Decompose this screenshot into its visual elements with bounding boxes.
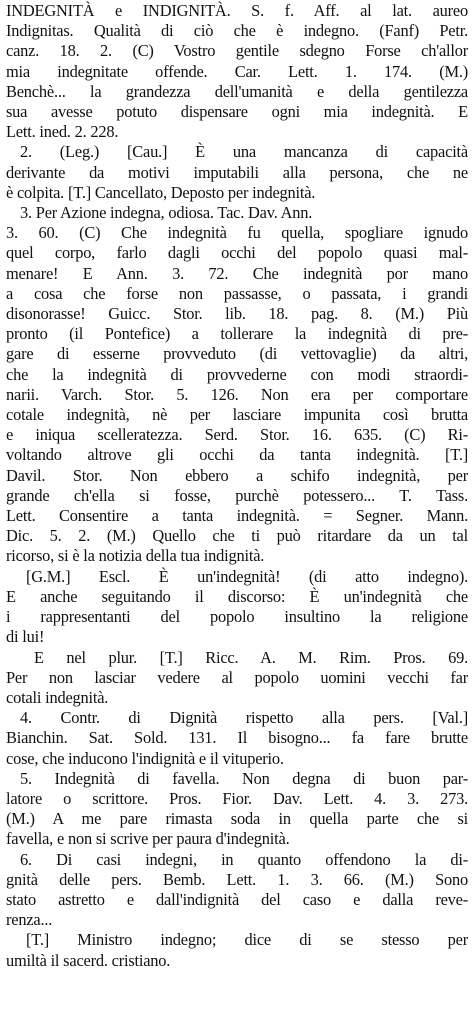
entry-line: i rappresentanti del popolo insultino la religione <box>6 607 468 627</box>
entry-line: stato astretto e dall'indignità del caso e dalla reve- <box>6 889 468 909</box>
entry-line: latore o scrittore. Pros. Fior. Dav. Lett. 4. 3. 273. <box>6 788 468 808</box>
dictionary-entry <box>6 1 468 971</box>
entry-line: 5. Indegnità di favella. Non degna di buon par- <box>20 768 468 788</box>
entry-line: mia indegnitate offende. Car. Lett. 1. 174. (M.) <box>6 61 468 81</box>
entry-line: gare di esserne provveduto (di vettovaglie) da altri, <box>6 344 468 364</box>
entry-line: Indignitas. Qualità di ciò che è indegno. (Fanf) Petr. <box>6 21 468 41</box>
entry-line: cose, che inducono l'indignità e il vituperio. <box>6 748 284 768</box>
entry-line: Per non lasciar vedere al popolo uomini vecchi far <box>6 667 468 687</box>
entry-line: 4. Contr. di Dignità rispetto alla pers. [Val.] <box>20 708 468 728</box>
entry-line: pronto (il Pontefice) a tollerare la indegnità di pre- <box>6 324 468 344</box>
entry-line: canz. 18. 2. (C) Vostro gentile sdegno Forse ch'allor <box>6 41 468 61</box>
entry-line: quel corpo, farlo dagli occhi del popolo quasi mal- <box>6 243 468 263</box>
entry-line: renza... <box>6 910 53 930</box>
entry-line: ricorso, si è la notizia della tua indignità. <box>6 546 265 566</box>
entry-line: disonorasse! Guicc. Stor. lib. 18. pag. 8. (M.) Più <box>6 304 468 324</box>
entry-line: che la indegnità di provvederne con modi straordi- <box>6 364 468 384</box>
entry-line: favella, e non si scrive per paura d'indegnità. <box>6 829 290 849</box>
entry-line: Dic. 5. 2. (M.) Quello che ti può ritardare da un tal <box>6 526 468 546</box>
entry-line: derivante da motivi imputabili alla persona, che ne <box>6 162 468 182</box>
entry-line: Davil. Stor. Non ebbero a schifo indegnità, per <box>6 465 468 485</box>
entry-line: [G.M.] Escl. È un'indegnità! (di atto indegno). <box>26 566 468 586</box>
entry-line: 3. Per Azione indegna, odiosa. Tac. Dav. Ann. <box>20 203 313 223</box>
entry-line: cotale indegnità, nè per lasciare impunita così brutta <box>6 405 468 425</box>
entry-line: e iniqua scelleratezza. Serd. Stor. 16. 635. (C) Ri- <box>6 425 468 445</box>
entry-line: E anche seguitando il discorso: È un'indegnità che <box>6 586 468 606</box>
entry-line: 6. Di casi indegni, in quanto offendono la di- <box>20 849 468 869</box>
entry-line: a cosa che forse non passasse, o passata, i grandi <box>6 283 468 303</box>
entry-line: cotali indegnità. <box>6 687 109 707</box>
entry-line: voltando altrove gli occhi da tanta indegnità. [T.] <box>6 445 468 465</box>
entry-line: [T.] Ministro indegno; dice di se stesso per <box>26 930 468 950</box>
entry-line: gnità delle pers. Bemb. Lett. 1. 3. 66. (M.) Sono <box>6 869 468 889</box>
entry-line: sua avesse potuto dispensare ogni mia indegnità. E <box>6 102 468 122</box>
entry-line: E nel plur. [T.] Ricc. A. M. Rim. Pros. 69. <box>34 647 468 667</box>
entry-line: 3. 60. (C) Che indegnità fu quella, spogliare ignudo <box>6 223 468 243</box>
entry-line: 2. (Leg.) [Cau.] È una mancanza di capacità <box>20 142 468 162</box>
entry-line: Lett. Consentire a tanta indegnità. = Segner. Mann. <box>6 506 468 526</box>
entry-line: grande ch'ella si fosse, purchè potessero... T. Tass. <box>6 485 468 505</box>
entry-line: Bianchin. Sat. Sold. 131. Il bisogno... fa fare brutte <box>6 728 468 748</box>
entry-line: Lett. ined. 2. 228. <box>6 122 119 142</box>
entry-line: Benchè... la grandezza dell'umanità e della gentilezza <box>6 81 468 101</box>
entry-line: INDEGNITÀ e INDIGNITÀ. S. f. Aff. al lat. aureo <box>6 1 468 20</box>
entry-line: umiltà il sacerd. cristiano. <box>6 950 171 970</box>
entry-line: è colpita. [T.] Cancellato, Deposto per indegnità. <box>6 182 316 202</box>
entry-line: (M.) A me pare rimasta soda in quella parte che si <box>6 809 468 829</box>
entry-line: menare! E Ann. 3. 72. Che indegnità por mano <box>6 263 468 283</box>
entry-line: narii. Varch. Stor. 5. 126. Non era per comportare <box>6 384 468 404</box>
entry-line: di lui! <box>6 627 45 647</box>
